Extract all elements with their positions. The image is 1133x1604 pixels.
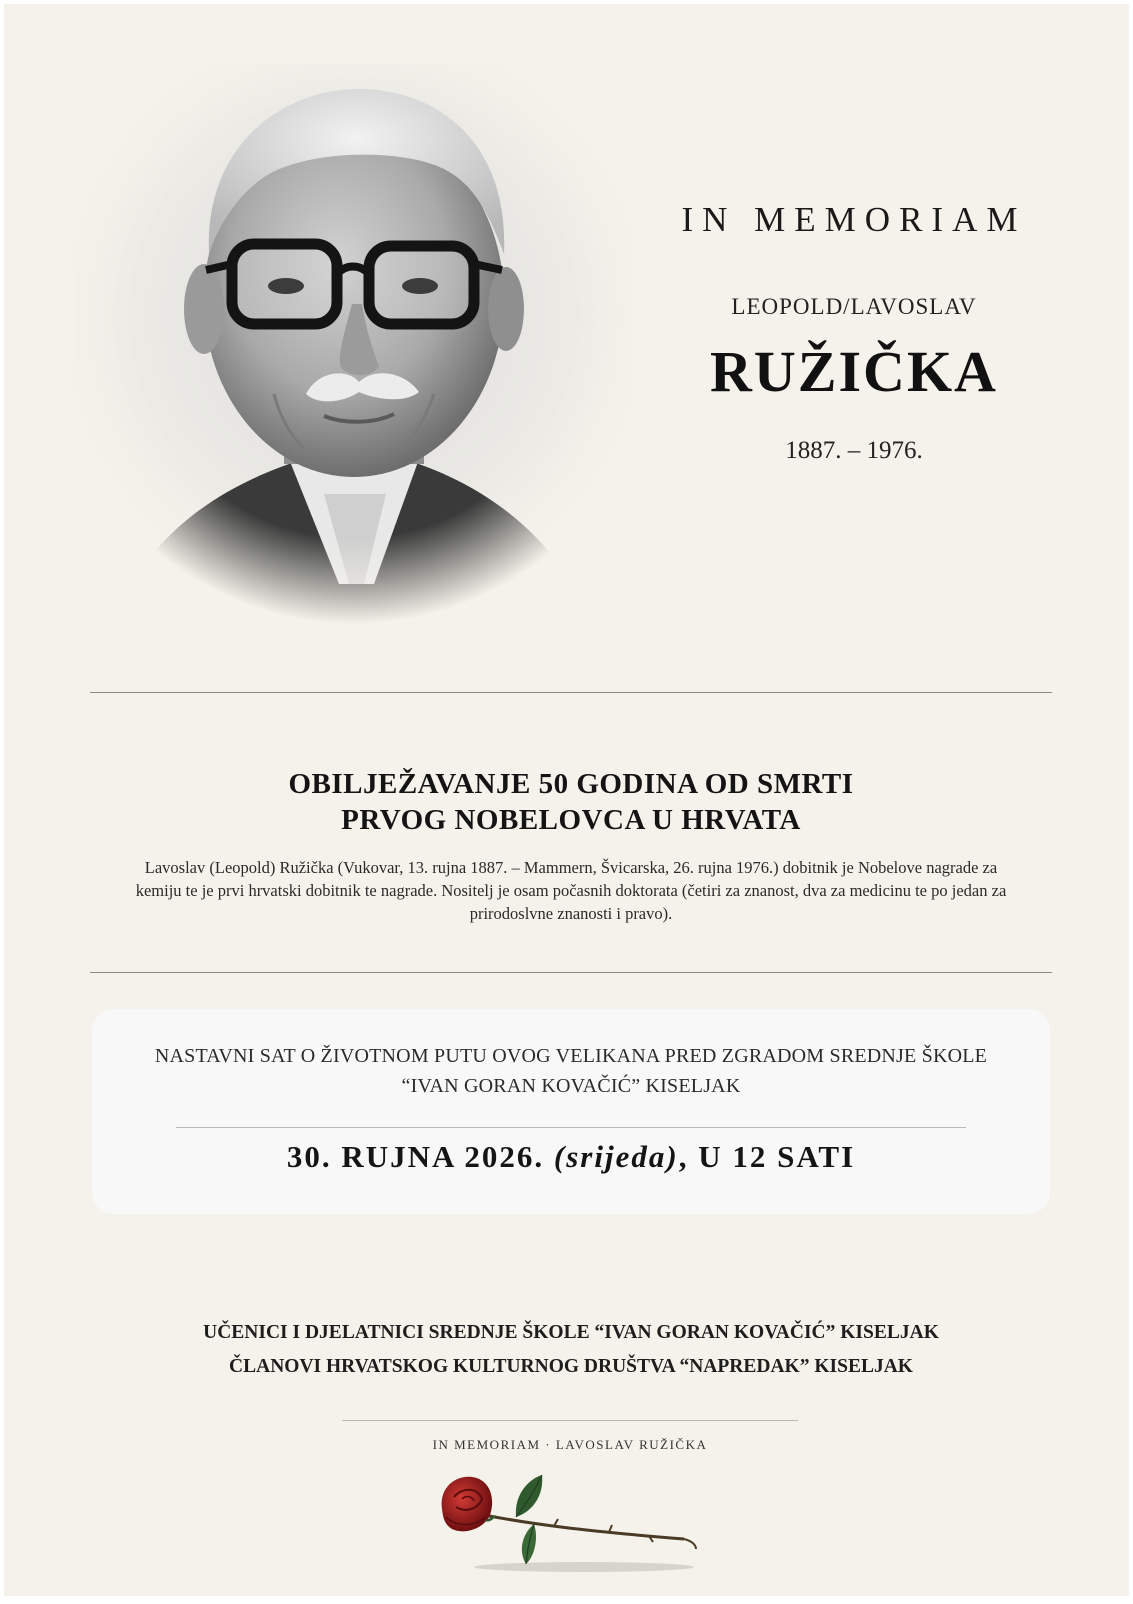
- surname: RUŽIČKA: [710, 339, 998, 404]
- header-block: [604, 200, 1104, 465]
- event-description-line2: “IVAN GORAN KOVAČIĆ” KISELJAK: [401, 1075, 741, 1097]
- section-title: [90, 766, 1052, 838]
- first-name: LEOPOLD/LAVOSLAV: [731, 294, 977, 319]
- event-divider: [176, 1127, 966, 1128]
- rose-icon: [434, 1469, 714, 1579]
- organizers: [90, 1316, 1052, 1384]
- event-date-main: 30. RUJNA 2026.: [286, 1139, 545, 1174]
- section-title-line2: PRVOG NOBELOVCA U HRVATA: [341, 804, 801, 836]
- divider-middle: [90, 972, 1052, 973]
- bio-line2: kemiju te je prvi hrvatski dobitnik te nagrade. Nositelj je osam počasnih doktorata (četiri za znanost, dva za medicinu te po jedan za: [135, 881, 1007, 900]
- event-date: [92, 1139, 1050, 1175]
- event-box: [92, 1009, 1050, 1214]
- portrait-photo: [74, 64, 634, 624]
- bio-line3: prirodoslvne znanosti i pravo).: [469, 904, 673, 923]
- organizer-line1: UČENICI I DJELATNICI SREDNJE ŠKOLE “IVAN GORAN KOVAČIĆ” KISELJAK: [203, 1322, 939, 1343]
- footer-caption: IN MEMORIAM · LAVOSLAV RUŽIČKA: [432, 1437, 708, 1452]
- event-description-line1: NASTAVNI SAT O ŽIVOTNOM PUTU OVOG VELIKANA PRED ZGRADOM SREDNJE ŠKOLE: [154, 1045, 988, 1067]
- memorial-poster: [4, 4, 1129, 1596]
- event-weekday: (srijeda): [553, 1139, 679, 1174]
- section-title-line1: OBILJEŽAVANJE 50 GODINA OD SMRTI: [288, 768, 854, 800]
- divider-top: [90, 692, 1052, 693]
- in-memoriam-title: IN MEMORIAM: [681, 200, 1027, 239]
- biography-text: [114, 856, 1028, 925]
- event-time: , U 12 SATI: [678, 1139, 856, 1174]
- organizer-line2: ČLANOVI HRVATSKOG KULTURNOG DRUŠTVA “NAPREDAK” KISELJAK: [229, 1356, 913, 1377]
- footer-divider: [342, 1420, 798, 1421]
- life-years: 1887. – 1976.: [785, 437, 923, 464]
- bio-line1: Lavoslav (Leopold) Ružička (Vukovar, 13. rujna 1887. – Mammern, Švicarska, 26. rujna 1976.) dobitnik je Nobelove nagrade za: [144, 858, 998, 877]
